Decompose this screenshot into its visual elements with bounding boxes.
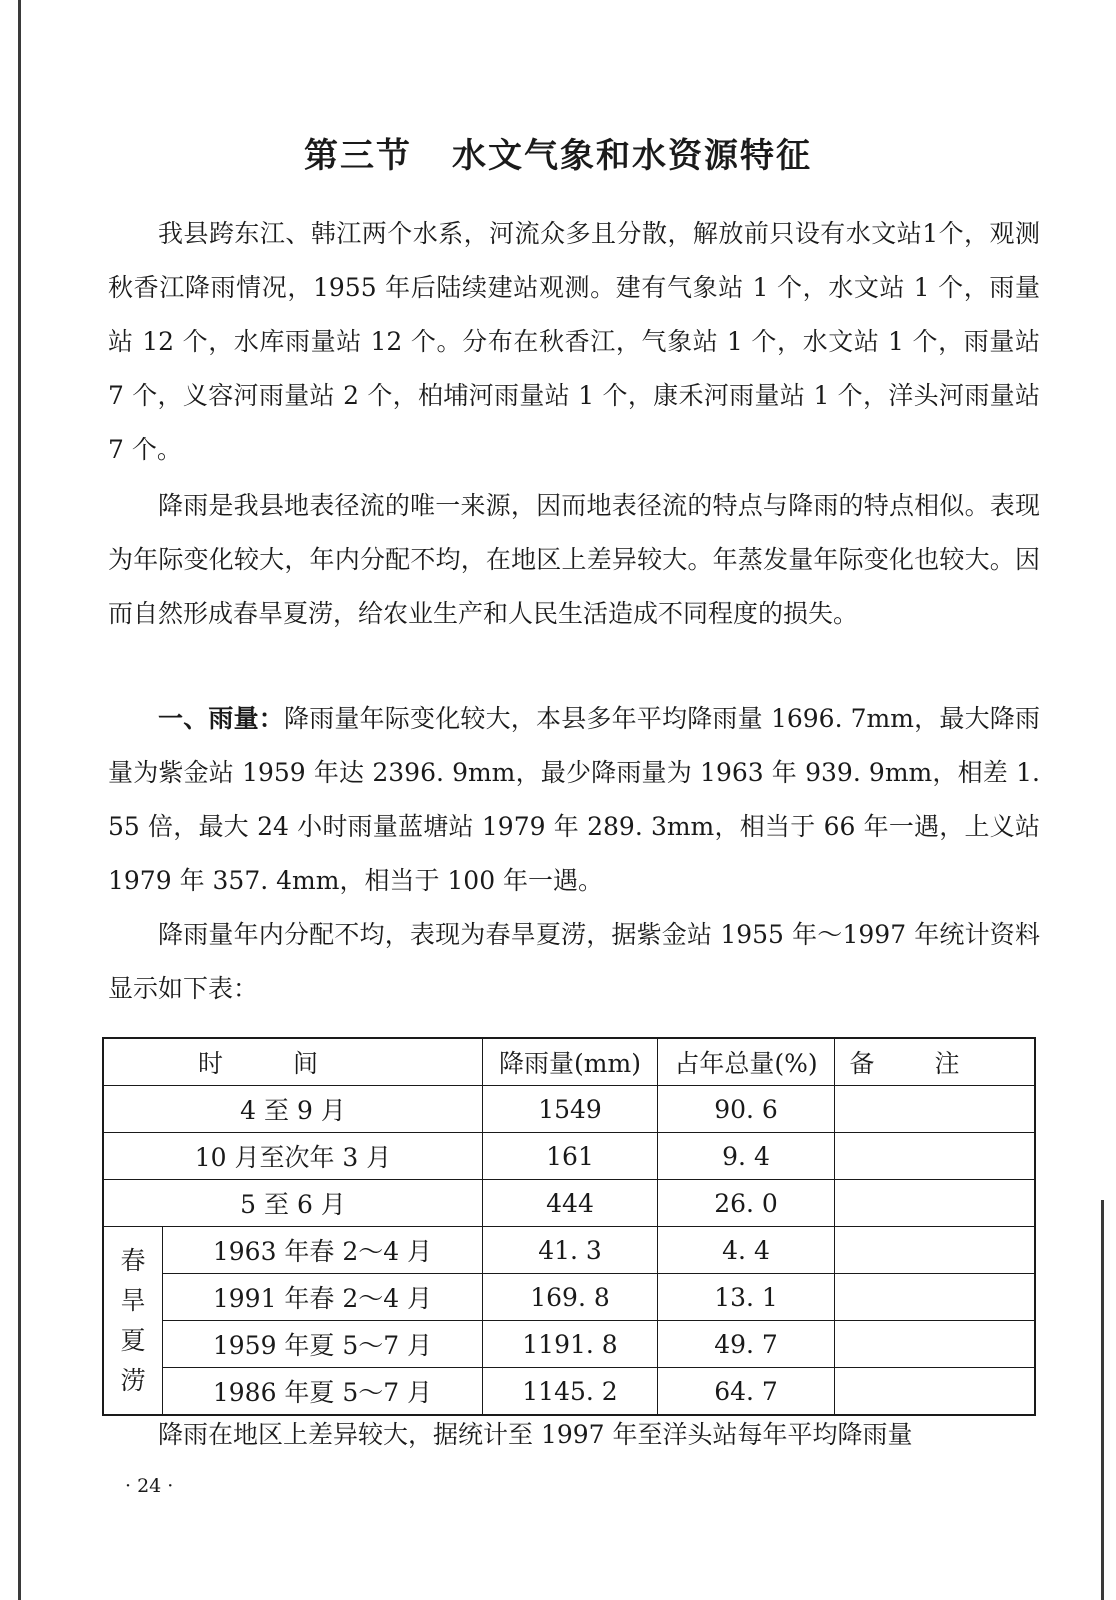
cell-rainfall: 1549 <box>483 1086 658 1133</box>
cell-percent: 49. 7 <box>658 1321 835 1368</box>
header-note: 备注 <box>835 1038 1036 1086</box>
subheading-rainfall: 一、雨量： <box>158 704 284 733</box>
rainfall-table <box>102 1037 1036 1416</box>
table-row <box>103 1321 1035 1368</box>
cell-rainfall: 1145. 2 <box>483 1368 658 1416</box>
cell-percent: 9. 4 <box>658 1133 835 1180</box>
cell-time: 4 至 9 月 <box>103 1086 483 1133</box>
cell-percent: 64. 7 <box>658 1368 835 1416</box>
section-title <box>0 128 1116 177</box>
cell-rainfall: 444 <box>483 1180 658 1227</box>
cell-note <box>835 1086 1036 1133</box>
cell-rainfall: 161 <box>483 1133 658 1180</box>
cell-time: 5 至 6 月 <box>103 1180 483 1227</box>
cell-rainfall: 169. 8 <box>483 1274 658 1321</box>
group-char: 夏 <box>120 1325 146 1355</box>
header-percent: 占年总量(%) <box>658 1038 835 1086</box>
table-row <box>103 1274 1035 1321</box>
scan-left-edge <box>18 0 21 1600</box>
cell-time: 1959 年夏 5～7 月 <box>163 1321 483 1368</box>
cell-percent: 26. 0 <box>658 1180 835 1227</box>
header-rainfall: 降雨量(mm) <box>483 1038 658 1086</box>
rainfall-amount-text: 降雨量年际变化较大，本县多年平均降雨量 1696. 7mm，最大降雨量为紫金站 1959 年达 2396. 9mm，最少降雨量为 1963 年 939. 9mm，相差 1. 55 倍，最大 24 小时雨量蓝塘站 1979 年 289. 3mm，相当于 66 年一遇，上义站 1979 年 357. 4mm，相当于 100 年一遇。 <box>108 704 1040 895</box>
table-row <box>103 1133 1035 1180</box>
page-number: · 24 · <box>125 1475 174 1497</box>
paragraph-stations: 我县跨东江、韩江两个水系，河流众多且分散，解放前只设有水文站1个，观测秋香江降雨情况，1955 年后陆续建站观测。建有气象站 1 个，水文站 1 个，雨量站 12 个，水库雨量站 12 个。分布在秋香江，气象站 1 个，水文站 1 个，雨量站 7 个，义容河雨量站 2 个，柏埔河雨量站 1 个，康禾河雨量站 1 个，洋头河雨量站 7 个。 <box>108 219 1040 464</box>
group-char: 旱 <box>120 1285 146 1315</box>
group-char: 春 <box>120 1245 146 1275</box>
cell-percent: 90. 6 <box>658 1086 835 1133</box>
section-number: 第三节 <box>304 136 412 176</box>
cell-note <box>835 1321 1036 1368</box>
table-row <box>103 1227 1035 1274</box>
cell-time: 1986 年夏 5～7 月 <box>163 1368 483 1416</box>
cell-time: 1963 年春 2～4 月 <box>163 1227 483 1274</box>
cell-note <box>835 1227 1036 1274</box>
paragraph-regional-difference: 降雨在地区上差异较大，据统计至 1997 年至洋头站每年平均降雨量 <box>158 1420 913 1449</box>
group-char: 涝 <box>120 1365 146 1395</box>
cell-note <box>835 1274 1036 1321</box>
paragraph-rainfall-source: 降雨是我县地表径流的唯一来源，因而地表径流的特点与降雨的特点相似。表现为年际变化较大，年内分配不均，在地区上差异较大。年蒸发量年际变化也较大。因而自然形成春旱夏涝，给农业生产和人民生活造成不同程度的损失。 <box>108 491 1040 628</box>
cell-percent: 13. 1 <box>658 1274 835 1321</box>
cell-note <box>835 1133 1036 1180</box>
cell-rainfall: 41. 3 <box>483 1227 658 1274</box>
cell-percent: 4. 4 <box>658 1227 835 1274</box>
cell-note <box>835 1180 1036 1227</box>
table-row <box>103 1180 1035 1227</box>
paragraph-rainfall-amount <box>108 692 1040 908</box>
scan-right-edge <box>1101 1200 1104 1600</box>
section-heading: 水文气象和水资源特征 <box>452 136 812 176</box>
cell-rainfall: 1191. 8 <box>483 1321 658 1368</box>
paragraph-table-intro: 降雨量年内分配不均，表现为春旱夏涝，据紫金站 1955 年～1997 年统计资料显示如下表： <box>108 920 1040 1003</box>
cell-time: 10 月至次年 3 月 <box>103 1133 483 1180</box>
group-label-drought-flood <box>103 1227 163 1416</box>
table-header-row <box>103 1038 1035 1086</box>
header-time: 时间 <box>103 1038 483 1086</box>
cell-time: 1991 年春 2～4 月 <box>163 1274 483 1321</box>
table-row <box>103 1086 1035 1133</box>
